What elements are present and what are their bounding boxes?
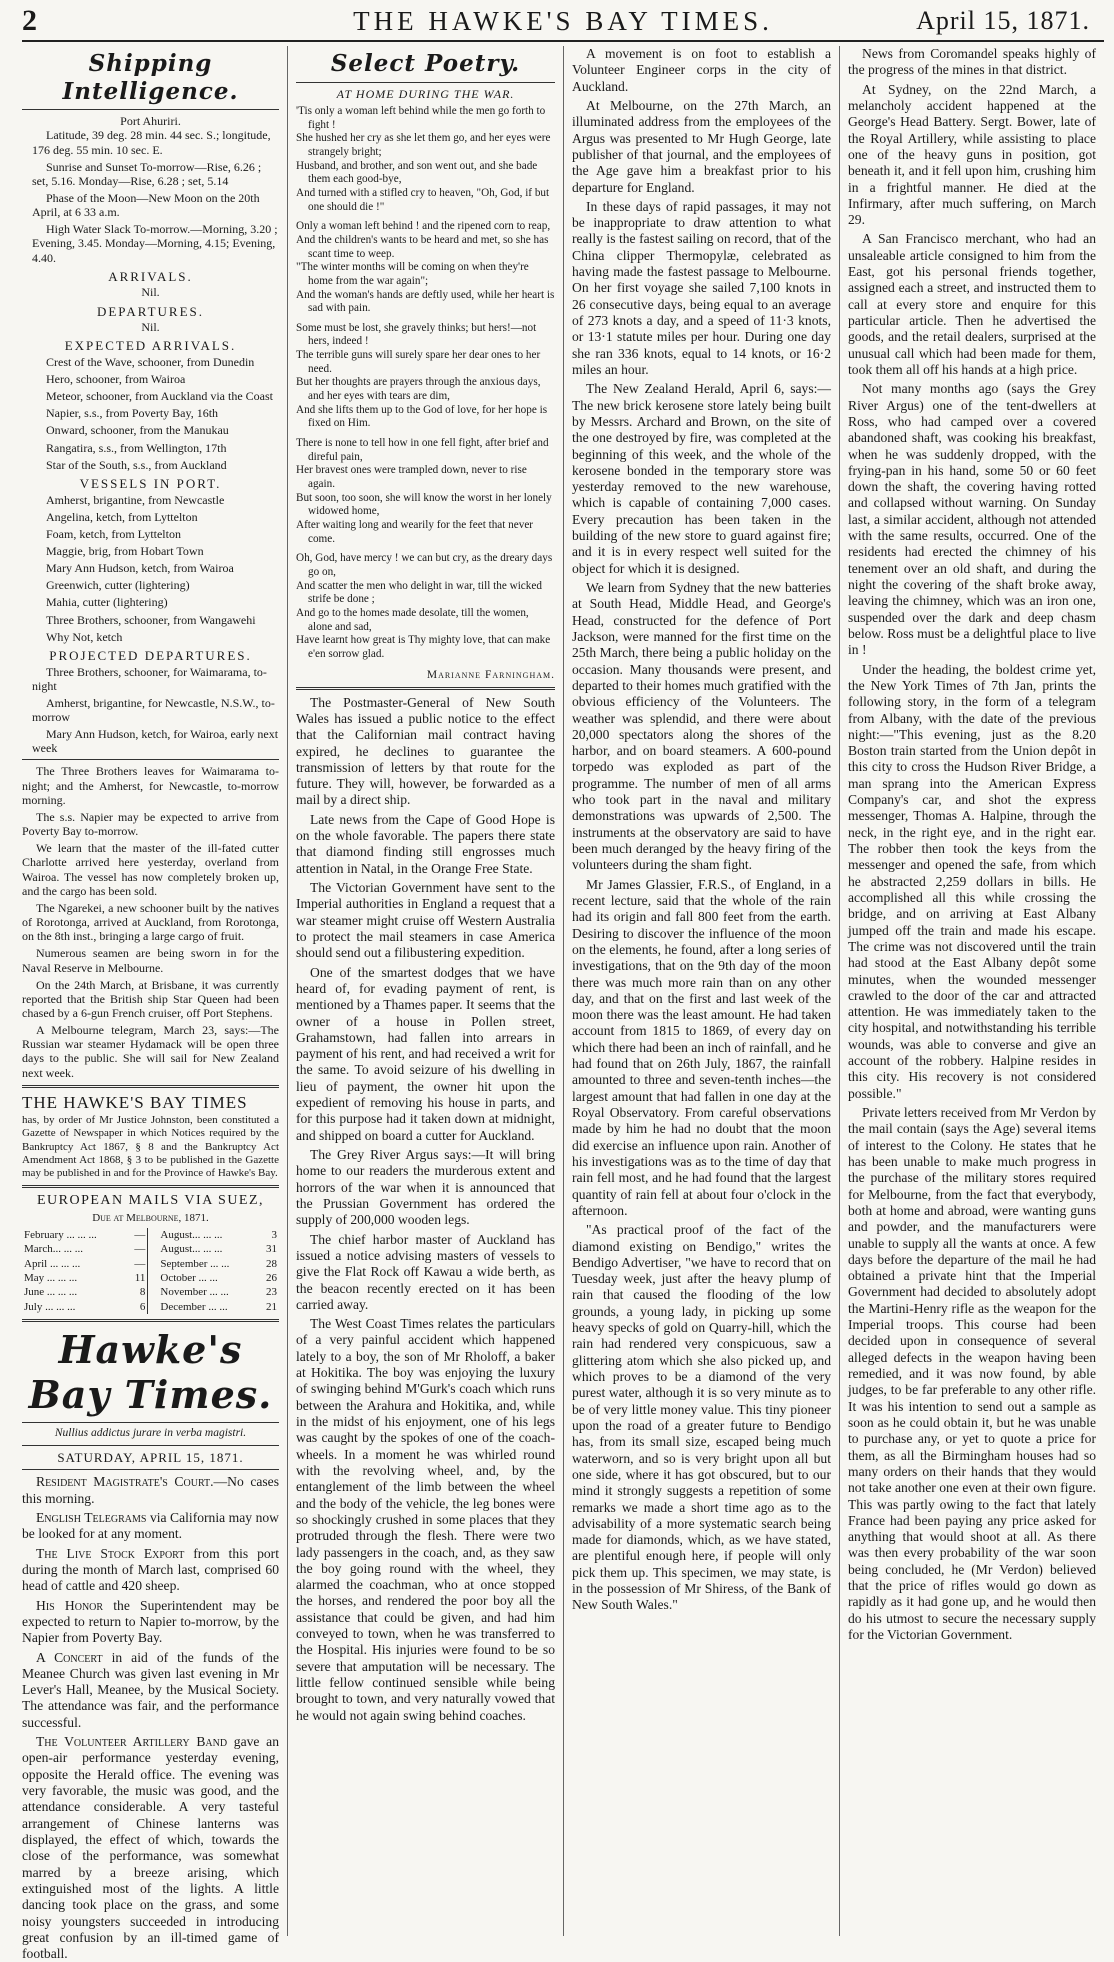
divider: [22, 1185, 279, 1188]
inport-heading: VESSELS IN PORT.: [79, 475, 222, 491]
expected-heading: EXPECTED ARRIVALS.: [64, 338, 237, 354]
divider: [296, 687, 555, 690]
list-item: Meteor, schooner, from Auckland via the Coast: [46, 389, 273, 404]
gazette-notice-text: has, by order of Mr Justice Johnston, been constituted a Gazette of Newspaper in which Notices required by the Bankruptcy Act 1867, § 8 and the Bankruptcy Act Amendment Act 1868, § 3 to be published in the Gazette may be published in and for the Province of Hawke's Bay.: [22, 1114, 279, 1179]
column-3: [563, 46, 839, 1936]
poem-title: AT HOME DURING THE WAR.: [336, 86, 515, 101]
tide-line: Sunrise and Sunset To-morrow—Rise, 6.26 ; set, 5.16. Monday—Rise, 6.28 ; set, 5.14: [32, 159, 262, 188]
mail-day: 21: [266, 1300, 277, 1313]
poem-line: Oh, God, have mercy ! we can but cry, as the dreary days go on,: [296, 552, 553, 578]
article-paragraph: The Postmaster-General of New South Wales has issued a public notice to the effect that the Californian mail contract having expired, he declines to guarantee the transmission of letters by that route for the future. They will, however, be forwarded as a mail by a direct ship.: [296, 694, 555, 808]
shipping-heading: Shipping Intelligence.: [62, 50, 239, 105]
mail-month: October ... ...: [160, 1271, 218, 1284]
divider: [22, 1469, 279, 1470]
list-item: Crest of the Wave, schooner, from Dunedin: [46, 354, 255, 369]
mail-month: July ... ... ...: [24, 1300, 76, 1313]
mail-day: 6: [139, 1300, 146, 1313]
divider: [22, 759, 279, 760]
divider: [22, 1319, 279, 1322]
editorial-items: [22, 1474, 279, 1962]
list-item: Mary Ann Hudson, ketch, for Wairoa, early next week: [32, 727, 279, 756]
poem-line: "The winter months will be coming on when they're home from the war again";: [296, 261, 529, 287]
editorial-item: [22, 1650, 279, 1732]
shipping-note: On the 24th March, at Brisbane, it was currently reported that the British ship Star Queen had been chased by a 6-gun French cruiser, off Port Stephens.: [22, 977, 279, 1020]
list-item: Foam, ketch, from Lyttelton: [46, 526, 181, 541]
list-item: Mahia, cutter (lightering): [46, 595, 168, 610]
departures-value: Nil.: [141, 320, 160, 335]
item-lead: The Volunteer Artillery Band: [36, 1734, 228, 1750]
paper-name-banner: Hawke's Bay Times.: [28, 1326, 273, 1418]
mails-subtitle: Due at Melbourne, 1871.: [92, 1211, 209, 1224]
projected-heading: PROJECTED DEPARTURES.: [49, 647, 252, 663]
editorial-item: [22, 1734, 279, 1962]
tide-line: High Water Slack To-morrow.—Morning, 3.20 ; Evening, 3.45. Monday—Morning, 4.15; Evening, 4.40.: [32, 222, 278, 265]
list-item: Onward, schooner, from the Manukau: [46, 423, 229, 438]
divider: [22, 1422, 279, 1423]
masthead: [22, 4, 1104, 42]
gazette-notice-title: THE HAWKE'S BAY TIMES: [22, 1092, 248, 1112]
issue-date: April 15, 1871.: [916, 6, 1090, 35]
poem-line: Only a woman left behind ! and the ripened corn to reap,: [296, 220, 551, 233]
shipping-note: The Three Brothers leaves for Waimarama to-night; and the Amherst, for Newcastle, to-morrow morning.: [22, 764, 279, 807]
list-item: Maggie, brig, from Hobart Town: [46, 544, 204, 558]
article-paragraph: In these days of rapid passages, it may not be inappropriate to draw attention to what really is the fastest sailing on record, that of the China clipper Thermopylæ, celebrated as having made the fastest passage to Melbourne. On her first voyage she sailed 7,100 knots in 26 consecutive days, being equal to an average of 273 knots a day, and a speed of 11·3 knots, or 13·1 statute miles per hour. During one day she ran 336 knots, equal to 14 knots, or 16·2 miles an hour.: [572, 198, 831, 377]
item-text: gave an open-air performance yesterday evening, opposite the Herald office. The evening was very favorable, the music was good, and the attendance considerable. A very tasteful arrangement of Chinese lanterns was displayed, the effect of which, towards the close of the performance, was somewhat marred by a breeze arising, which extinguished most of the lights. A little dancing took place on the grass, and some noisy youngsters succeeded in introducing great confusion by an ill-timed game of football.: [22, 1734, 279, 1962]
list-item: Amherst, brigantine, for Newcastle, N.S.W., to-morrow: [32, 695, 275, 724]
editorial-dateline: SATURDAY, APRIL 15, 1871.: [57, 1449, 244, 1465]
poem-line: After waiting long and wearily for the feet that never come.: [296, 519, 534, 545]
poem-line: 'Tis only a woman left behind while the men go forth to fight !: [296, 104, 546, 131]
mail-day: 11: [134, 1271, 146, 1284]
poem-line: The terrible guns will surely spare her dear ones to her need.: [296, 349, 541, 375]
editorial-item: [22, 1546, 279, 1595]
article-paragraph: A movement is on foot to establish a Volunteer Engineer corps in the city of Auckland.: [572, 46, 831, 94]
item-lead: A Concert: [36, 1649, 103, 1665]
article-paragraph: Private letters received from Mr Verdon by the mail contain (says the Age) several items of interest to the Colony. He states that he has been unable to make much progress in the purchase of the military stores required for Melbourne, from the fact that everybody, both at home and abroad, were wanting guns and powder, and the manufacturers were unable to supply all the wants at once. A few days before the departure of the mail he had obtained a private hint that the Imperial Government had decided to absolutely adopt the Martini-Henry rifle as the weapon for the Imperial troops. This course had been decided upon in consequence of several alleged defects in the weapon having been remedied, and it was now found, by able judges, to be far preferable to any other rifle. It was his intention to send out a sample as soon as he could obtain it, but he was unable to purchase any, or yet to quote a price for them, as all the Birmingham houses had so many orders on their hands that they would not take another one even at their own figure. This was partly owing to the fact that lately France had been paying any price asked for anything that would shoot at all. As there was then every probability of the war soon being concluded, he (Mr Verdon) believed that the price of rifles would go down as rapidly as it had gone up, and he would then do his utmost to secure the necessary supply for the Victorian Government.: [848, 1105, 1096, 1642]
poem: [296, 105, 555, 682]
list-item: Napier, s.s., from Poverty Bay, 16th: [46, 406, 219, 421]
article-paragraph: The West Coast Times relates the particulars of a very painful accident which happened lately to a boy, the son of Mr Rholoff, a baker at Hokitika. The boy was enjoying the luxury of swinging behind M'Gurk's coach which runs between the Arahura and Hokitika, and, while in the midst of his enjoyment, one of his legs was caught by the spokes of one of the coach-wheels. In a moment he was whirled round with the revolving wheel, and, by the entanglement of the limb between the wheel and the body of the vehicle, the leg bones were so shockingly crushed in some places that they protruded through the flesh. There were two lady passengers in the coach, and, as they saw the boy going round with the wheel, they alarmed the coachman, who at once stopped the horses, and rendered the poor boy all the assistance that could be given, and had him conveyed to town, when he was transferred to the Hospital. His injuries were found to be so severe that amputation will be necessary. The little fellow continued sensible while being brought to town, and very naturally vowed that he would not again swing behind coaches.: [296, 1316, 555, 1723]
editorial-item: [22, 1598, 279, 1647]
mail-month: September ... ...: [160, 1257, 230, 1270]
poem-stanza: [296, 437, 555, 546]
mail-month: November ... ...: [160, 1286, 229, 1299]
tide-line: Latitude, 39 deg. 28 min. 44 sec. S.; longitude, 176 deg. 55 min. 10 sec. E.: [32, 128, 271, 157]
article-paragraph: At Melbourne, on the 27th March, an illuminated address from the employees of the Argus was presented to Mr Hugh George, late publisher of that journal, and the employees of the Age gave him a breakfast prior to his departure for England.: [572, 97, 831, 195]
item-text: in aid of the funds of the Meanee Church was given last evening in Mr Lever's Hall, Meanee, by the Musical Society. The attendance was fair, and the performance successful.: [22, 1649, 279, 1730]
mail-day: 23: [266, 1286, 277, 1299]
poem-line: Have learnt how great is Thy mighty love, that can make e'en sorrow glad.: [296, 634, 551, 660]
mail-month: April ... ... ...: [24, 1257, 81, 1270]
divider: [22, 1085, 279, 1088]
mail-day: 31: [266, 1243, 277, 1256]
item-lead: His Honor: [36, 1597, 104, 1613]
article-paragraph: Not many months ago (says the Grey River Argus) one of the tent-dwellers at Ross, who had camped over a covered abandoned shaft, was cooking his breakfast, when he was suddenly dropped, with the frying-pan in his hand, some 50 or 60 feet down the shaft, the covering having rotted and collapsed without warning. On Sunday last, a similar accident, although not attended with the same results, occurred. One of the residents had erected the chimney of his tenement over an old shaft, and during the night the covering of the shaft broke away, leaving the chimney, which was an iron one, suspended over the dark and deep chasm below. Ross must be a delightful place to live in !: [848, 381, 1096, 658]
item-text: the Superintendent may be expected to return to Napier to-morrow, by the Napier from Poverty Bay.: [22, 1597, 279, 1646]
mail-month: August... ... ...: [160, 1243, 223, 1256]
shipping-note: The s.s. Napier may be expected to arrive from Poverty Bay to-morrow.: [22, 809, 279, 839]
divider: [22, 109, 279, 110]
mail-month: May ... ... ...: [24, 1271, 78, 1284]
arrivals-heading: ARRIVALS.: [108, 268, 193, 284]
poem-line: Some must be lost, she gravely thinks; but hers!—not hers, indeed !: [296, 321, 537, 348]
article-paragraph: News from Coromandel speaks highly of the progress of the mines in that district.: [848, 46, 1096, 78]
editorial-item: [22, 1510, 279, 1543]
item-text: from this port during the month of March last, comprised 60 head of cattle and 420 sheep.: [22, 1545, 279, 1594]
item-lead: The Live Stock Export: [36, 1545, 185, 1561]
table-row: [22, 1300, 279, 1314]
article-paragraph: We learn from Sydney that the new batteries at South Head, Middle Head, and George's Head, constructed for the defence of Port Jackson, were manned for the first time on the 25th March, there being a public holiday on the occasion. Many thousands were present, and departed to their homes much gratified with the obvious efficiency of the Volunteers. The weather was splendid, and there were about 20,000 spectators along the shores of the harbor, and on board steamers. A 600-pound torpedo was exploded as part of the programme. The number of men of all arms who took part in the naval and military demonstrations was upwards of 2,500. The instruments at the observatory are said to have been much deranged by the heavy firing of the volunteers during the sham fight.: [572, 580, 831, 873]
article-paragraph: "As practical proof of the fact of the diamond existing on Bendigo," writes the Bendigo Advertiser, "we have to record that on Tuesday week, just after the heavy plump of rain that caused the flooding of the low grounds, a young lady, in picking up some heavy specks of gold on Quarry-hill, which the rain had rendered very conspicuous, saw a glittering atom which she also picked up, and which proves to be a diamond of the very purest water, although it is so very minute as to be of very little money value. This tiny pioneer upon the road of a greater future to Bendigo has, from its small size, escaped being much waterworn, and so is very bright upon all but one side, where it has got obscured, but to our mind it strongly suggests a repetition of some remarks we made a short time ago as to the advisability of a more systematic search being made for diamonds, which, as we have stated, are plentiful enough here, if people will only pick them up. This specimen, we may state, is in the possession of Mr Shiress, of the Bank of New South Wales.": [572, 1222, 831, 1613]
poem-line: Her bravest ones were trampled down, never to rise again.: [296, 464, 527, 491]
paper-motto: Nullius addictus jurare in verba magistri.: [54, 1427, 247, 1440]
poem-line: There is none to tell how in one fell fight, after brief and direful pain,: [296, 437, 549, 463]
mail-day: 3: [271, 1229, 277, 1242]
mail-day: 26: [266, 1271, 277, 1284]
list-item: Rangatira, s.s., from Wellington, 17th: [46, 440, 227, 455]
poem-stanza: [296, 105, 555, 214]
table-row: [22, 1271, 279, 1285]
table-row: [22, 1242, 279, 1256]
mail-day: 28: [266, 1257, 277, 1270]
divider: [296, 82, 555, 83]
list-item: Mary Ann Hudson, ketch, from Wairoa: [46, 561, 234, 576]
shipping-notes: [22, 764, 279, 1079]
article-paragraph: Mr James Glassier, F.R.S., of England, in a recent lecture, said that the whole of the rain had its origin and fall 800 feet from the earth. Desiring to discover the influence of the moon on the elements, he found, after a long series of investigations, that on the 9th day of the moon there was much more rain than on any other day, and that on the first and last week of the moon there was the least amount. He had taken account from 1815 to 1869, of every day on which there had been an inch of rainfall, and he had found that on 26th July, 1867, the rainfall amounted to three and seven-tenth inches—the largest amount that had fallen in one day at the Royal Observatory. From careful observations made by him he had no doubt that the moon did exercise an influence upon rain. Another of his investigations was as to the time of day that rain fell most, and he had found that the largest quantity of rain fell at about four o'clock in the afternoon.: [572, 876, 831, 1218]
mail-month: June ... ... ...: [24, 1286, 78, 1299]
poetry-heading: Select Poetry.: [330, 50, 521, 77]
shipping-note: The Ngarekei, a new schooner built by the natives of Rorotonga, arrived at Auckland, from Rorotonga, on the 8th inst., bringing a large cargo of fruit.: [22, 900, 279, 944]
table-row: [22, 1257, 279, 1271]
article-paragraph: One of the smartest dodges that we have heard of, for evading payment of rent, is mentioned by a Thames paper. It seems that the owner of a house in Pollen street, Grahamstown, had fallen into arrears in payment of his rent, and had received a writ for the same. To avoid seizure of his dwelling in lieu of payment, the owner hit upon the expedient of removing his house in parts, and for this purpose had it taken down at midnight, and shipped on board a cutter for Auckland.: [296, 964, 555, 1143]
mail-day: —: [134, 1229, 146, 1242]
divider: [22, 1445, 279, 1446]
poem-line: She hushed her cry as she let them go, and her eyes were strangely bright;: [296, 132, 551, 158]
list-item: Star of the South, s.s., from Auckland: [46, 457, 227, 472]
inport-list: [22, 493, 279, 644]
list-item: Three Brothers, schooner, from Wangawehi: [46, 612, 256, 627]
item-lead: English Telegrams: [36, 1510, 147, 1526]
mail-day: —: [134, 1243, 146, 1256]
list-item: Amherst, brigantine, from Newcastle: [46, 492, 225, 507]
column-4: [839, 46, 1104, 1936]
article-paragraph: Under the heading, the boldest crime yet, the New York Times of 7th Jan, prints the following story, in the form of a telegram from Albany, with the date of the previous night:—"This evening, just as the 8.20 Boston train started from the Union depôt in this city to cross the Hudson River Bridge, a man sprang into the American Express Company's car, and shot the express messenger, Thomas A. Halpine, through the neck, in the right eye, and in the right ear. The robber then took the keys from the messenger and opened the safe, from which he abstracted 2,259 dollars in bills. He accomplished all this while crossing the bridge, and on arriving at East Albany jumped off the train and made his escape. The crime was not discovered until the train had stood at the East Albany depôt some minutes, when the wounded messenger crawled to the door of the car and attracted attention. He was immediately taken to the city hospital, and notwithstanding his terrible wounds, was able to converse and give an account of the robbery. Halpine resides in this city. His recovery is not considered possible.": [848, 661, 1096, 1101]
shipping-note: Numerous seamen are being sworn in for the Naval Reserve in Melbourne.: [22, 946, 279, 975]
columns: [22, 46, 1104, 1962]
list-item: Why Not, ketch: [46, 629, 123, 644]
poem-line: And go to the homes made desolate, till the women, alone and sad,: [296, 606, 529, 633]
mail-month: August... ... ...: [160, 1229, 223, 1242]
shipping-note: A Melbourne telegram, March 23, says:—The Russian war steamer Hydamack will be open three days to the public. She will sail for New Zealand next week.: [22, 1023, 279, 1080]
editorial-item: [22, 1474, 279, 1507]
projected-list: [22, 665, 279, 756]
article-paragraph: The Victorian Government have sent to the Imperial authorities in England a request that a war steamer might cruise off Western Australia to protect the mail steamers in case America should send out a filibustering expedition.: [296, 880, 555, 961]
poem-line: And the woman's hands are deftly used, while her heart is sad with pain.: [296, 288, 555, 315]
column-1: [22, 46, 287, 1962]
article-paragraph: The Grey River Argus says:—It will bring home to our readers the murderous extent and horrors of the war when it is announced that the Prussian Government has ordered the supply of 200,000 wooden legs.: [296, 1147, 555, 1228]
page-number: 2: [22, 4, 37, 37]
poem-line: And she lifts them up to the God of love, for her hope is fixed on Him.: [296, 403, 548, 430]
poem-stanza: [296, 220, 555, 316]
port-name: Port Ahuriri.: [120, 114, 181, 129]
tide-line: Phase of the Moon—New Moon on the 20th April, at 6 33 a.m.: [32, 190, 260, 220]
mail-day: 8: [139, 1286, 146, 1299]
mail-day: —: [134, 1257, 146, 1270]
poem-line: And turned with a stifled cry to heaven, "Oh, God, if but one should die !": [296, 186, 550, 213]
list-item: Hero, schooner, from Wairoa: [46, 372, 186, 386]
table-row: [22, 1228, 279, 1242]
arrivals-value: Nil.: [141, 285, 160, 300]
mails-table: [22, 1228, 279, 1314]
poem-line: Husband, and brother, and son went out, and she bade them each good-bye,: [296, 159, 538, 186]
list-item: Angelina, ketch, from Lyttelton: [46, 509, 198, 524]
article-paragraph: At Sydney, on the 22nd March, a melancholy accident happened at the George's Head Battery. Sergt. Bower, late of the Royal Artillery, while assisting to place one of the heavy guns in position, got beneath it, and it fell upon him, crushing him in a frightful manner. He died at the Infirmary, after much suffering, on March 29.: [848, 81, 1096, 228]
newspaper-title: THE HAWKE'S BAY TIMES.: [353, 6, 773, 36]
article-paragraph: A San Francisco merchant, who had an unsaleable article consigned to him from the East, got his personal friends together, assigned each a street, and instructed them to call at every store and enquire for this particular article. Then he advertised the goods, and the retail dealers, surprised at the unusual call which had been made for them, took them all off his hands at a high price.: [848, 231, 1096, 377]
article-paragraph: The New Zealand Herald, April 6, says:—The new brick kerosene store lately being built by Messrs. Archard and Brown, on the site of the one destroyed by fire, was completed at the beginning of this week, and the whole of the kerosene bonded in the temporary store was yesterday removed to the new warehouse, which is capable of containing 7,000 cases. Every precaution has been taken in the building of the new store to guard against fire; and it is in every respect well suited for the object for which it is designed.: [572, 381, 831, 576]
column-2: [287, 46, 563, 1936]
tide-info: [22, 128, 279, 264]
poem-author: Marianne Farningham.: [426, 668, 555, 681]
mail-month: February ... ... ...: [24, 1229, 97, 1242]
poem-line: And scatter the men who delight in war, till the wicked strife be done ;: [296, 579, 542, 606]
table-row: [22, 1285, 279, 1299]
list-item: Greenwich, cutter (lightering): [46, 578, 190, 593]
mails-title: EUROPEAN MAILS VIA SUEZ,: [36, 1193, 265, 1209]
poem-stanza: [296, 552, 555, 661]
poem-line: But soon, too soon, she will know the worst in her lonely widowed home,: [296, 491, 552, 518]
departures-heading: DEPARTURES.: [96, 303, 205, 319]
article-paragraph: The chief harbor master of Auckland has issued a notice advising masters of vessels to give the Flat Rock off Kawau a wide berth, as the beacon recently erected on it has been carried away.: [296, 1231, 555, 1312]
item-text: via California may now be looked for at any moment.: [22, 1510, 279, 1542]
shipping-note: We learn that the master of the ill-fated cutter Charlotte arrived here yesterday, overland from Wairoa. The vessel has now completely broken up, and the cargo has been sold.: [22, 841, 279, 898]
mail-month: December ... ...: [160, 1300, 228, 1313]
poem-line: And the children's wants to be heard and met, so she has scant time to weep.: [296, 233, 549, 260]
poem-line: But her thoughts are prayers through the anxious days, and her eyes with tears are dim,: [296, 376, 541, 403]
expected-list: [22, 355, 279, 472]
gazette-notice: [22, 1093, 279, 1180]
poem-stanza: [296, 322, 555, 431]
item-text: —No cases this morning.: [22, 1474, 280, 1506]
mail-month: March... ... ...: [24, 1243, 83, 1256]
list-item: Three Brothers, schooner, for Waimarama, to-night: [32, 664, 267, 693]
article-paragraph: Late news from the Cape of Good Hope is on the whole favorable. The papers there state that diamond finding still engrosses much attention in Natal, in the Orange Free State.: [296, 811, 555, 876]
item-lead: Resident Magistrate's Court.: [36, 1474, 214, 1490]
